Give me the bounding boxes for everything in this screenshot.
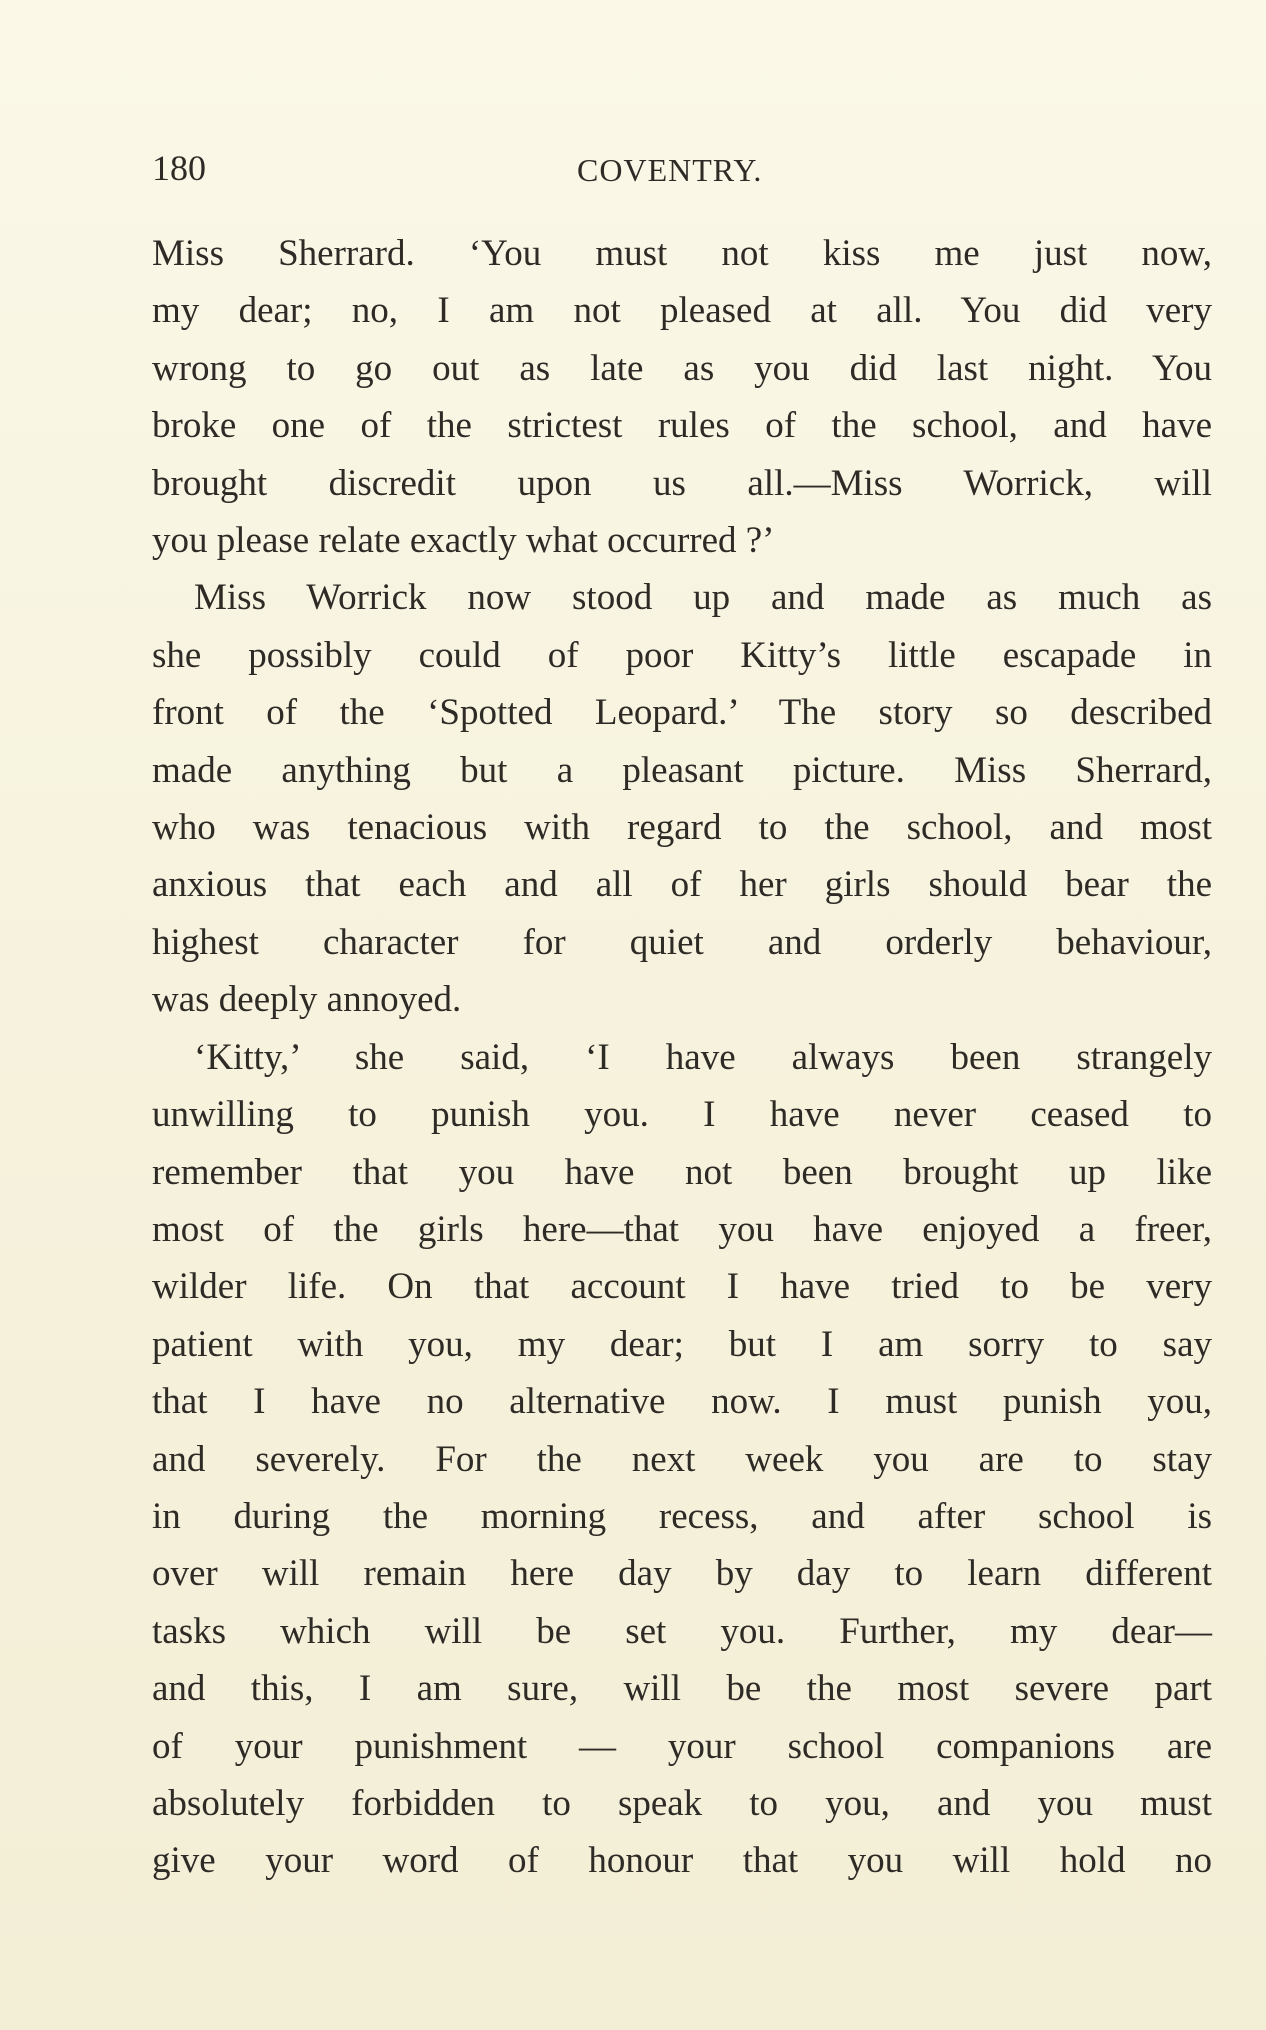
running-title: COVENTRY. <box>577 152 763 188</box>
text-line: absolutely forbidden to speak to you, and you must <box>152 1782 1212 1824</box>
text-line: tasks which will be set you. Further, my dear— <box>152 1610 1212 1652</box>
text-line: she possibly could of poor Kitty’s little escapade in <box>152 634 1212 676</box>
text-line: Miss Sherrard. ‘You must not kiss me just now, <box>152 233 1212 274</box>
text-line: made anything but a pleasant picture. Miss Sherrard, <box>152 749 1212 791</box>
text-line: that I have no alternative now. I must punish you, <box>152 1381 1212 1423</box>
text-line: highest character for quiet and orderly behaviour, <box>152 921 1212 963</box>
text-line: my dear; no, I am not pleased at all. You did very <box>152 290 1212 332</box>
page-header <box>152 142 1212 194</box>
body-text <box>152 225 1212 1890</box>
text-line: in during the morning recess, and after school is <box>152 1495 1212 1537</box>
text-line: you please relate exactly what occurred ?’ <box>152 520 775 562</box>
text-line: over will remain here day by day to learn different <box>152 1553 1212 1595</box>
text-line: remember that you have not been brought up like <box>152 1151 1212 1193</box>
text-line: was deeply annoyed. <box>152 979 462 1021</box>
text-line: Miss Worrick now stood up and made as much as <box>194 577 1212 619</box>
text-line: patient with you, my dear; but I am sorry to say <box>152 1323 1212 1365</box>
text-line: wrong to go out as late as you did last night. You <box>152 347 1212 389</box>
text-line: who was tenacious with regard to the school, and most <box>152 807 1212 849</box>
text-line: of your punishment — your school companions are <box>152 1725 1212 1767</box>
text-line: anxious that each and all of her girls should bear the <box>152 864 1212 906</box>
text-line: wilder life. On that account I have tried to be very <box>152 1266 1212 1308</box>
text-line: unwilling to punish you. I have never ceased to <box>152 1094 1212 1136</box>
text-line: ‘Kitty,’ she said, ‘I have always been strangely <box>194 1036 1212 1078</box>
text-line: brought discredit upon us all.—Miss Worrick, will <box>152 462 1212 504</box>
page-number: 180 <box>152 148 206 188</box>
text-line: give your word of honour that you will hold no <box>152 1840 1212 1882</box>
text-line: and this, I am sure, will be the most severe part <box>152 1668 1212 1710</box>
text-line: broke one of the strictest rules of the school, and have <box>152 405 1212 447</box>
text-line: front of the ‘Spotted Leopard.’ The story so described <box>152 692 1212 734</box>
text-line: and severely. For the next week you are to stay <box>152 1438 1212 1480</box>
text-line: most of the girls here—that you have enjoyed a freer, <box>152 1208 1212 1250</box>
